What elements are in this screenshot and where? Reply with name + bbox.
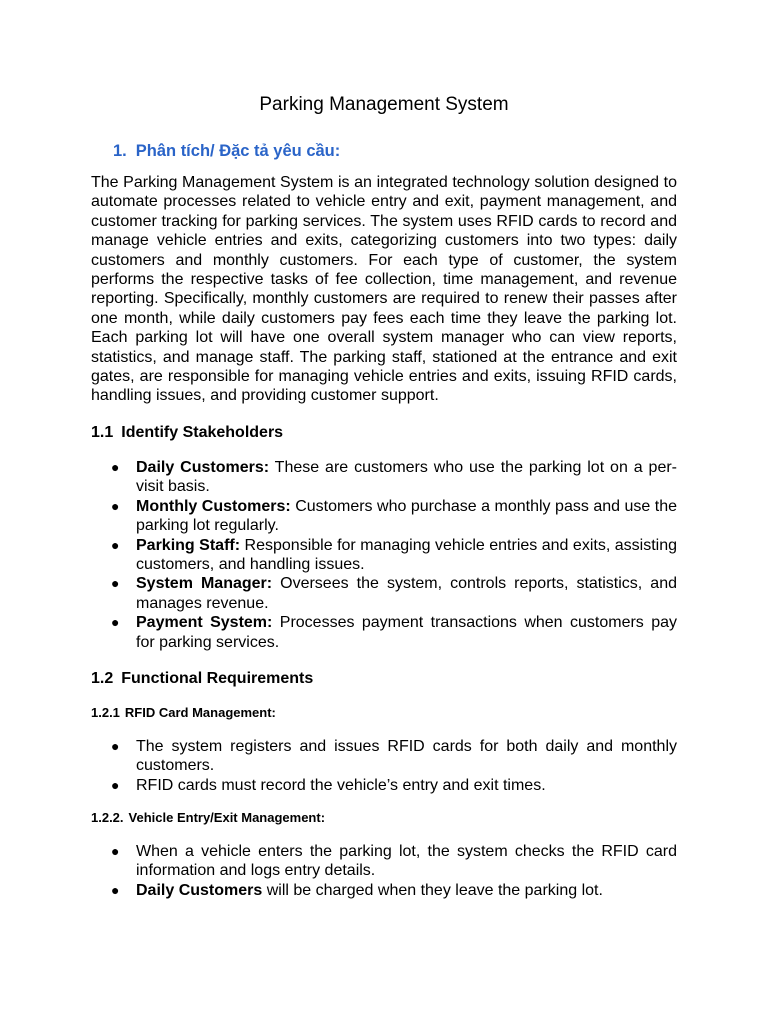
vehicle-heading [91, 810, 325, 826]
list-item-term: Monthly Customers: [136, 497, 291, 515]
list-item-text: These are customers who use the parking lot on a per-visit basis. [136, 459, 678, 496]
vehicle-title: Vehicle Entry/Exit Management: [128, 810, 326, 825]
list-item-text: Responsible for managing vehicle entries and exits, assisting customers, and handling issues. [136, 536, 678, 574]
list-item [111, 613, 678, 652]
list-item-term: Daily Customers [136, 881, 263, 899]
bullet-icon: ● [111, 776, 120, 793]
list-item [111, 536, 678, 575]
list-item [111, 776, 677, 795]
vehicle-list [111, 842, 677, 900]
bullet-icon: ● [111, 843, 120, 859]
section-number: 1. [113, 142, 127, 160]
list-item-term: Parking Staff: [136, 536, 241, 554]
bullet-icon: ● [111, 536, 120, 553]
bullet-icon: ● [111, 881, 120, 898]
bullet-icon: ● [111, 497, 120, 514]
list-item [111, 574, 677, 613]
bullet-icon: ● [111, 459, 120, 475]
document-title: Parking Management System [259, 94, 509, 115]
functional-heading [91, 669, 313, 689]
section-heading [113, 141, 340, 161]
list-item [111, 458, 678, 497]
list-item-text: The system registers and issues RFID cards for both daily and monthly customers. [136, 738, 677, 775]
functional-number: 1.2 [91, 670, 114, 687]
list-item [111, 881, 677, 900]
list-item [111, 842, 677, 881]
list-item [111, 497, 678, 536]
list-item-text: Processes payment transactions when customers pay for parking services. [136, 614, 678, 651]
list-item-text: When a vehicle enters the parking lot, the system checks the RFID card information and logs entry details. [136, 843, 677, 880]
list-item-text: Customers who purchase a monthly pass and use the parking lot regularly. [136, 497, 678, 535]
stakeholders-heading [91, 423, 283, 443]
stakeholders-list [111, 458, 678, 652]
vehicle-number: 1.2.2. [91, 810, 124, 825]
rfid-number: 1.2.1 [91, 705, 120, 720]
bullet-icon: ● [111, 738, 120, 754]
rfid-heading [91, 705, 276, 721]
bullet-icon: ● [111, 575, 120, 592]
bullet-icon: ● [111, 614, 120, 631]
rfid-list [111, 737, 677, 795]
section-title: Phân tích/ Đặc tả yêu cầu: [135, 142, 341, 160]
rfid-title: RFID Card Management: [124, 705, 276, 720]
functional-title: Functional Requirements [121, 670, 314, 687]
list-item-text: Oversees the system, controls reports, statistics, and manages revenue. [136, 575, 677, 612]
list-item-term: Daily Customers: [136, 459, 270, 476]
intro-paragraph: The Parking Management System is an integrated technology solution designed to automate processes related to vehicle entry and exit, payment management, and customer tracking for parking services. The system uses RFID cards to record and manage vehicle entries and exits, categorizing customers into two types: daily customers and monthly customers. For each type of customer, the system performs the respective tasks of fee collection, time management, and revenue reporting. Specifically, monthly customers are required to renew their passes after one month, while daily customers pay fees each time they leave the parking lot. Each parking lot will have one overall system manager who can view reports, statistics, and manage staff. The parking staff, stationed at the entrance and exit gates, are responsible for managing vehicle entries and exits, issuing RFID cards, handling issues, and providing customer support. [91, 174, 677, 405]
list-item-term: System Manager: [136, 575, 273, 593]
list-item [111, 737, 677, 776]
list-item-text: will be charged when they leave the parking lot. [262, 881, 603, 899]
list-item-text: RFID cards must record the vehicle’s entry and exit times. [136, 776, 546, 794]
list-item-term: Payment System: [136, 614, 273, 632]
stakeholders-number: 1.1 [91, 424, 114, 441]
stakeholders-title: Identify Stakeholders [121, 424, 284, 441]
